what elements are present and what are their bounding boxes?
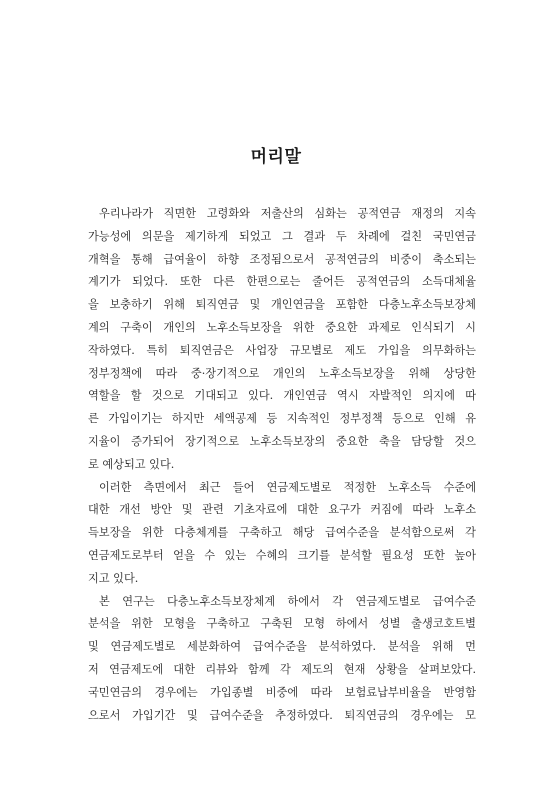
text-line: 로 예상되고 있다. (88, 457, 175, 471)
text-line: 지고 있다. (88, 571, 139, 585)
text-line: 작하였다. 특히 퇴직연금은 사업장 규모별로 제도 가입을 의무화하는 (88, 343, 476, 357)
text-line: 을 보충하기 위해 퇴직연금 및 개인연금을 포함한 다층노후소득보장체 (88, 298, 476, 312)
text-line: 계의 구축이 개인의 노후소득보장을 위한 중요한 과제로 인식되기 시 (88, 320, 476, 334)
text-line: 역할을 할 것으로 기대되고 있다. 개인연금 역시 자발적인 의지에 따 (88, 389, 476, 403)
text-line: 개혁을 통해 급여율이 하향 조정됨으로서 공적연금의 비중이 축소되는 (88, 252, 476, 266)
text-line: 분석을 위한 모형을 구축하고 구축된 모형 하에서 성별 출생코호트별 (88, 617, 476, 631)
text-line: 국민연금의 경우에는 가입종별 비중에 따라 보험료납부비율을 반영함 (88, 685, 476, 699)
text-line: 저 연금제도에 대한 리뷰와 함께 각 제도의 현재 상황을 살펴보았다. (88, 662, 476, 676)
text-line: 른 가입이기는 하지만 세액공제 등 지속적인 정부정책 등으로 인해 유 (88, 412, 476, 426)
preface-body (88, 203, 476, 727)
text-line: 지율이 증가되어 장기적으로 노후소득보장의 중요한 축을 담당할 것으 (88, 434, 476, 448)
text-line: 연금제도로부터 얻을 수 있는 수혜의 크기를 분석할 필요성 또한 높아 (88, 548, 476, 562)
text-line: 대한 개선 방안 및 관련 기초자료에 대한 요구가 커짐에 따라 노후소 (88, 503, 476, 517)
text-line: 정부정책에 따라 중·장기적으로 개인의 노후소득보장을 위해 상당한 (88, 366, 476, 380)
text-line: 으로서 가입기간 및 급여수준을 추정하였다. 퇴직연금의 경우에는 모 (88, 708, 476, 722)
text-line: 득보장을 위한 다층체계를 구축하고 해당 급여수준을 분석함으로써 각 (88, 526, 476, 540)
page-title: 머리말 (250, 147, 302, 167)
text-line: 우리나라가 직면한 고령화와 저출산의 심화는 공적연금 재정의 지속 (99, 207, 476, 220)
text-line: 본 연구는 다층노후소득보장체계 하에서 각 연금제도별로 급여수준 (99, 594, 476, 608)
text-line: 계기가 되었다. 또한 다른 한편으로는 줄어든 공적연금의 소득대체율 (88, 275, 476, 289)
text-line: 가능성에 의문을 제기하게 되었고 그 결과 두 차례에 걸친 국민연금 (88, 229, 476, 243)
text-line: 및 연금제도별로 세분화하여 급여수준을 분석하였다. 분석을 위해 먼 (88, 640, 476, 654)
text-line: 이러한 측면에서 최근 들어 연금제도별로 적정한 노후소득 수준에 (99, 480, 476, 494)
